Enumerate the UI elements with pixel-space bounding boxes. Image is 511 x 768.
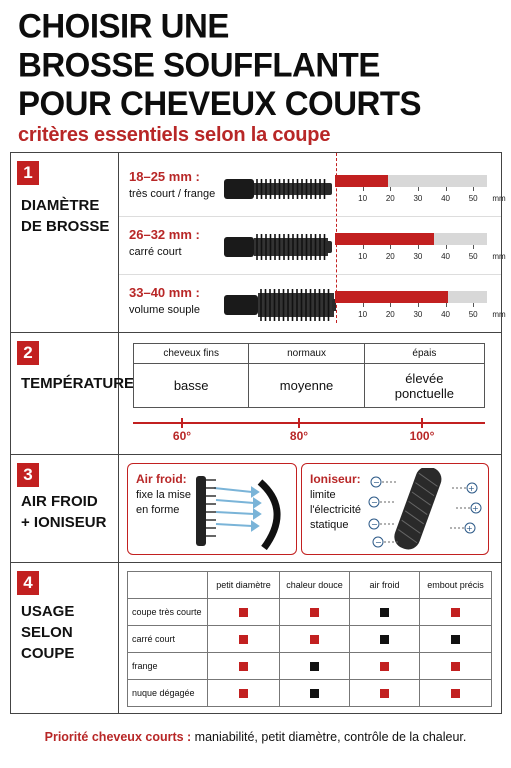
- svg-text:+: +: [468, 484, 475, 493]
- brush-range: 33–40 mm :: [129, 285, 200, 300]
- cold-air-title: Air froid:: [136, 472, 187, 486]
- axis-tick: [363, 187, 364, 191]
- red-square-icon: [451, 662, 460, 671]
- round-brush-icon: [224, 283, 336, 327]
- axis-tick: [446, 303, 447, 307]
- axis-tick: [363, 245, 364, 249]
- usage-col-head: air froid: [350, 572, 420, 599]
- axis-tick-label: 30: [413, 310, 423, 319]
- usage-col-head: embout précis: [420, 572, 492, 599]
- axis-tick-label: 20: [385, 252, 395, 261]
- section-header: [11, 455, 119, 562]
- brush-desc: très court / frange: [129, 188, 216, 200]
- svg-text:+: +: [466, 524, 473, 533]
- black-square-icon: [310, 662, 319, 671]
- temp-col-value: élevée ponctuelle: [394, 370, 454, 401]
- temp-label: 100°: [409, 429, 435, 443]
- axis-tick-label: 40: [441, 252, 450, 261]
- temp-col-normal: [249, 344, 364, 407]
- temp-label: 60°: [172, 429, 192, 443]
- axis-tick: [418, 245, 419, 249]
- section-cold-air-ionizer: [11, 455, 501, 563]
- usage-row-label: carré court: [128, 626, 208, 653]
- section-header: [11, 333, 135, 454]
- axis-tick-label: 30: [413, 194, 423, 203]
- black-square-icon: [451, 635, 460, 644]
- section-temperature: [11, 333, 501, 455]
- brush-row: [119, 159, 506, 217]
- temp-tick: [421, 418, 423, 428]
- ionizer-hair-icon: [364, 468, 488, 554]
- svg-text:−: −: [373, 478, 380, 487]
- temp-col-value: moyenne: [279, 378, 334, 393]
- section-number: 1: [17, 161, 39, 185]
- footer-bold: Priorité cheveux courts :: [44, 730, 192, 744]
- axis-tick: [363, 303, 364, 307]
- temp-label: 80°: [289, 429, 309, 443]
- usage-cell: [420, 599, 492, 626]
- axis-tick: [473, 303, 474, 307]
- page-title: [18, 6, 498, 123]
- ionizer-title: Ioniseur:: [310, 472, 361, 486]
- footer-text: maniabilité, petit diamètre, contrôle de la chaleur.: [191, 730, 467, 744]
- red-square-icon: [380, 662, 389, 671]
- temperature-scale-line: [133, 422, 485, 424]
- usage-cell: [420, 626, 492, 653]
- usage-header-row: [128, 572, 492, 599]
- axis-tick: [390, 303, 391, 307]
- table-row: [128, 599, 492, 626]
- brush-range: 18–25 mm :: [129, 169, 200, 184]
- axis-tick-label: 20: [385, 310, 395, 319]
- usage-table: [127, 571, 492, 707]
- red-square-icon: [310, 635, 319, 644]
- usage-cell: [420, 653, 492, 680]
- axis-tick-label: 10: [358, 252, 368, 261]
- diameter-axis: [335, 245, 506, 267]
- axis-tick: [446, 187, 447, 191]
- page-subtitle: critères essentiels selon la coupe: [18, 124, 331, 146]
- usage-cell: [280, 626, 350, 653]
- axis-unit: mm: [492, 194, 506, 203]
- axis-tick: [473, 245, 474, 249]
- ionizer-text: limite l'électricité statique: [310, 489, 362, 531]
- usage-row-label: coupe très courte: [128, 599, 208, 626]
- section-number: 2: [17, 341, 39, 365]
- section-label: AIR FROID + IONISEUR: [21, 493, 107, 531]
- section-label: USAGE SELON COUPE: [21, 603, 75, 662]
- diameter-bar-fill: [335, 291, 448, 303]
- axis-unit: mm: [492, 310, 506, 319]
- table-row: [128, 680, 492, 707]
- section-diameter: [11, 153, 506, 333]
- round-brush-icon: [224, 167, 336, 211]
- cold-air-box: [127, 463, 297, 555]
- usage-cell: [350, 680, 420, 707]
- section-usage: [11, 563, 501, 713]
- cold-air-text: fixe la mise en forme: [136, 489, 192, 516]
- footer-note: [0, 730, 511, 744]
- axis-tick: [446, 245, 447, 249]
- usage-row-label: nuque dégagée: [128, 680, 208, 707]
- brush-desc: carré court: [129, 246, 182, 258]
- title-line-2: BROSSE SOUFFLANTE: [18, 44, 380, 84]
- title-line-1: CHOISIR UNE: [18, 6, 229, 45]
- brush-range: 26–32 mm :: [129, 227, 200, 242]
- temp-col-value: basse: [173, 378, 209, 393]
- axis-tick-label: 30: [413, 252, 423, 261]
- usage-cell: [350, 653, 420, 680]
- black-square-icon: [380, 608, 389, 617]
- red-square-icon: [239, 635, 248, 644]
- brush-desc: volume souple: [129, 304, 200, 316]
- usage-cell: [420, 680, 492, 707]
- section-label: TEMPÉRATURE: [21, 375, 135, 392]
- axis-tick-label: 40: [441, 194, 450, 203]
- diameter-bar-fill: [335, 175, 388, 187]
- usage-cell: [208, 653, 280, 680]
- usage-cell: [350, 599, 420, 626]
- red-square-icon: [451, 608, 460, 617]
- usage-cell: [280, 599, 350, 626]
- axis-unit: mm: [492, 252, 506, 261]
- temp-col-thick: [365, 344, 484, 407]
- svg-text:+: +: [472, 504, 479, 513]
- red-square-icon: [451, 689, 460, 698]
- usage-cell: [350, 626, 420, 653]
- section-header: [11, 563, 119, 713]
- section-label: DIAMÈTRE DE BROSSE: [21, 197, 110, 235]
- red-square-icon: [239, 662, 248, 671]
- red-square-icon: [380, 689, 389, 698]
- axis-tick: [473, 187, 474, 191]
- temp-col-head: cheveux fins: [134, 344, 248, 364]
- axis-tick-label: 50: [468, 252, 478, 261]
- usage-cell: [208, 599, 280, 626]
- round-brush-icon: [224, 225, 336, 269]
- axis-tick-label: 10: [358, 310, 368, 319]
- usage-col-head: petit diamètre: [208, 572, 280, 599]
- axis-tick-label: 10: [358, 194, 368, 203]
- section-number: 4: [17, 571, 39, 595]
- axis-tick-label: 40: [441, 310, 450, 319]
- table-row: [128, 626, 492, 653]
- brush-row: [119, 217, 506, 275]
- diameter-bar-track: [335, 233, 487, 245]
- temp-col-fine: [134, 344, 249, 407]
- usage-cell: [208, 680, 280, 707]
- usage-corner: [128, 572, 208, 599]
- usage-cell: [280, 680, 350, 707]
- diameter-axis: [335, 303, 506, 325]
- temp-col-head: normaux: [249, 344, 363, 364]
- criteria-grid: [10, 152, 506, 714]
- red-square-icon: [310, 608, 319, 617]
- axis-tick-label: 20: [385, 194, 395, 203]
- section-number: 3: [17, 463, 39, 487]
- temp-tick: [181, 418, 183, 428]
- temperature-table: [133, 343, 485, 408]
- svg-text:−: −: [375, 538, 382, 547]
- usage-col-head: chaleur douce: [280, 572, 350, 599]
- section-header: [11, 153, 119, 332]
- usage-row-label: frange: [128, 653, 208, 680]
- svg-text:−: −: [371, 498, 378, 507]
- svg-text:−: −: [371, 520, 378, 529]
- red-square-icon: [239, 608, 248, 617]
- table-row: [128, 653, 492, 680]
- ionizer-box: [301, 463, 489, 555]
- black-square-icon: [310, 689, 319, 698]
- diameter-bar-fill: [335, 233, 434, 245]
- axis-tick: [418, 187, 419, 191]
- usage-cell: [208, 626, 280, 653]
- axis-tick-label: 50: [468, 194, 478, 203]
- usage-cell: [280, 653, 350, 680]
- red-square-icon: [239, 689, 248, 698]
- brush-row: [119, 275, 506, 333]
- temp-col-head: épais: [365, 344, 484, 364]
- axis-tick: [390, 245, 391, 249]
- axis-tick-label: 50: [468, 310, 478, 319]
- diameter-bar-track: [335, 175, 487, 187]
- black-square-icon: [380, 635, 389, 644]
- temp-tick: [298, 418, 300, 428]
- diameter-axis: [335, 187, 506, 209]
- title-line-3: POUR CHEVEUX COURTS: [18, 83, 422, 123]
- axis-tick: [418, 303, 419, 307]
- axis-tick: [390, 187, 391, 191]
- cold-air-brush-icon: [194, 470, 294, 550]
- diameter-bar-track: [335, 291, 487, 303]
